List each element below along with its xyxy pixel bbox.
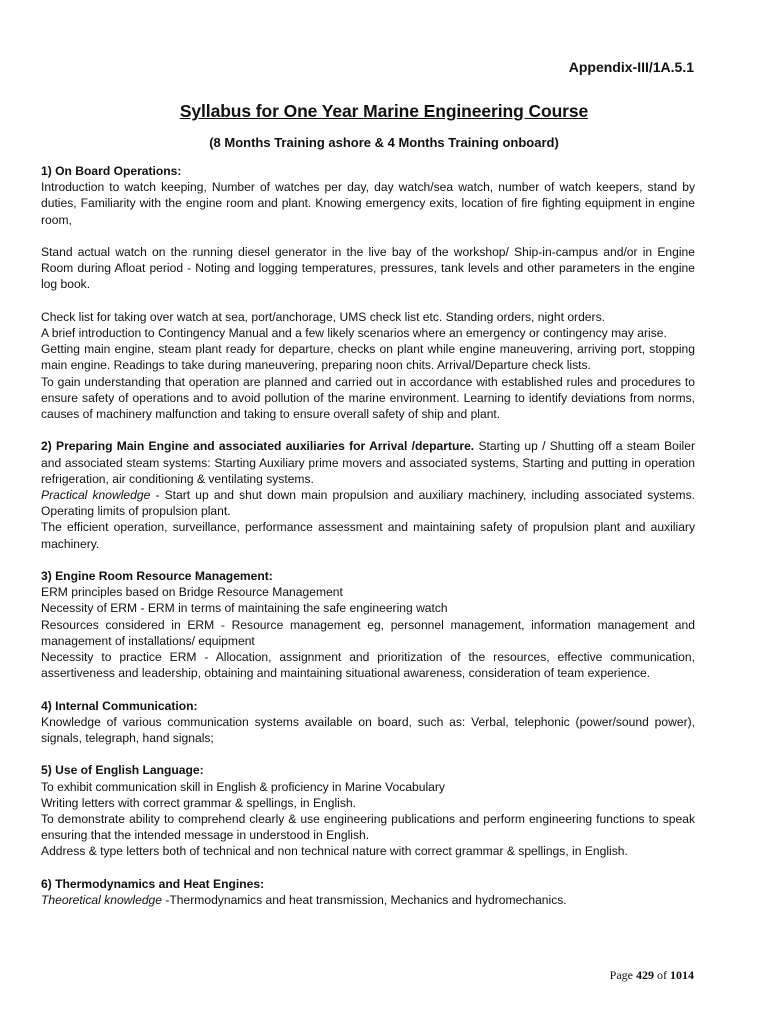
section-1-heading: 1) On Board Operations: — [41, 164, 182, 178]
section-1-paragraph: To gain understanding that operation are planned and carried out in accordance with established rules and procedures to ensure safety of operations and to avoid pollution of the marine environment. Learning to identify deviations from norms, causes of machinery malfunction and taking to ensure overall safety of ship and plant. — [41, 374, 695, 422]
section-5-paragraph: Writing letters with correct grammar & spellings, in English. — [41, 795, 356, 810]
appendix-reference: Appendix-III/1A.5.1 — [568, 59, 694, 75]
section-5-paragraph: To demonstrate ability to comprehend clearly & use engineering publications and perform engineering functions to speak ensuring that the intended message in understood in English. — [41, 812, 695, 843]
section-6-theoretical — [41, 892, 695, 908]
section-4-heading: 4) Internal Communication: — [41, 698, 198, 713]
section-3-paragraph: Resources considered in ERM - Resource management eg, personnel management, information management and management of installations/ equipment — [41, 617, 695, 648]
section-6-heading: 6) Thermodynamics and Heat Engines: — [41, 876, 265, 891]
page-footer — [610, 968, 694, 983]
section-3-paragraph: ERM principles based on Bridge Resource Management — [41, 585, 343, 600]
section-2-heading-tail: Starting up / Shutting off a steam Boiler and associated steam systems: Starting Auxiliary prime movers and associated systems, Starting and putting in operation refrigeration, air conditioning & ventilating systems. — [41, 439, 695, 486]
section-1-paragraph: Getting main engine, steam plant ready for departure, checks on plant while engine maneuvering, arriving port, stopping main engine. Readings to take during maneuvering, preparing noon chits. Arrival/Departure check lists. — [41, 342, 695, 373]
page-subtitle: (8 Months Training ashore & 4 Months Training onboard) — [209, 135, 559, 150]
section-5-heading: 5) Use of English Language: — [41, 763, 204, 778]
section-4-paragraph: Knowledge of various communication systems available on board, such as: Verbal, telephonic (power/sound power), signals, telegraph, hand signals; — [41, 714, 695, 746]
section-2-paragraph: The efficient operation, surveillance, performance assessment and maintaining safety of propulsion plant and auxiliary machinery. — [41, 520, 695, 551]
section-2-heading: 2) Preparing Main Engine and associated auxiliaries for Arrival /departure. — [41, 439, 475, 454]
practical-knowledge-label: Practical knowledge — [41, 488, 151, 503]
section-1-paragraph: Check list for taking over watch at sea, port/anchorage, UMS check list etc. Standing orders, night orders. — [41, 309, 605, 324]
syllabus-content — [41, 163, 695, 908]
section-1-paragraph: Introduction to watch keeping, Number of watches per day, day watch/sea watch, number of watch keepers, stand by duties, Familiarity with the engine room and plant. Knowing emergency exits, location of fire fighting equipment in engine room, — [41, 180, 695, 227]
section-2-practical — [41, 487, 695, 519]
section-5-paragraph: To exhibit communication skill in English & proficiency in Marine Vocabulary — [41, 779, 445, 794]
of-word: of — [657, 968, 667, 982]
section-3-paragraph: Necessity of ERM - ERM in terms of maintaining the safe engineering watch — [41, 601, 448, 616]
section-2-intro — [41, 438, 695, 487]
section-3-paragraph: Necessity to practice ERM - Allocation, assignment and prioritization of the resources, effective communication, assertiveness and leadership, obtaining and maintaining situational awareness, consideration of team experience. — [41, 650, 695, 681]
section-1-paragraph: A brief introduction to Contingency Manual and a few likely scenarios where an emergency or contingency may arise. — [41, 326, 667, 340]
page-number: 429 — [636, 968, 654, 982]
page-word: Page — [609, 968, 633, 982]
section-1-paragraph: Stand actual watch on the running diesel generator in the live bay of the workshop/ Ship-in-campus and/or in Engine Room during Afloat period - Noting and logging temperatures, pressures, tank levels and other parameters in the engine log book. — [41, 245, 695, 292]
page-total: 1014 — [670, 968, 694, 982]
section-5-paragraph: Address & type letters both of technical and non technical nature with correct grammar & spellings, in English. — [41, 844, 628, 859]
theoretical-knowledge-text: -Thermodynamics and heat transmission, Mechanics and hydromechanics. — [162, 893, 567, 908]
theoretical-knowledge-label: Theoretical knowledge — [41, 893, 163, 908]
practical-knowledge-text: - Start up and shut down main propulsion and auxiliary machinery, including associated systems. Operating limits of propulsion plant. — [41, 488, 696, 519]
section-3-heading: 3) Engine Room Resource Management: — [41, 569, 273, 584]
page-title: Syllabus for One Year Marine Engineering Course — [179, 101, 589, 121]
